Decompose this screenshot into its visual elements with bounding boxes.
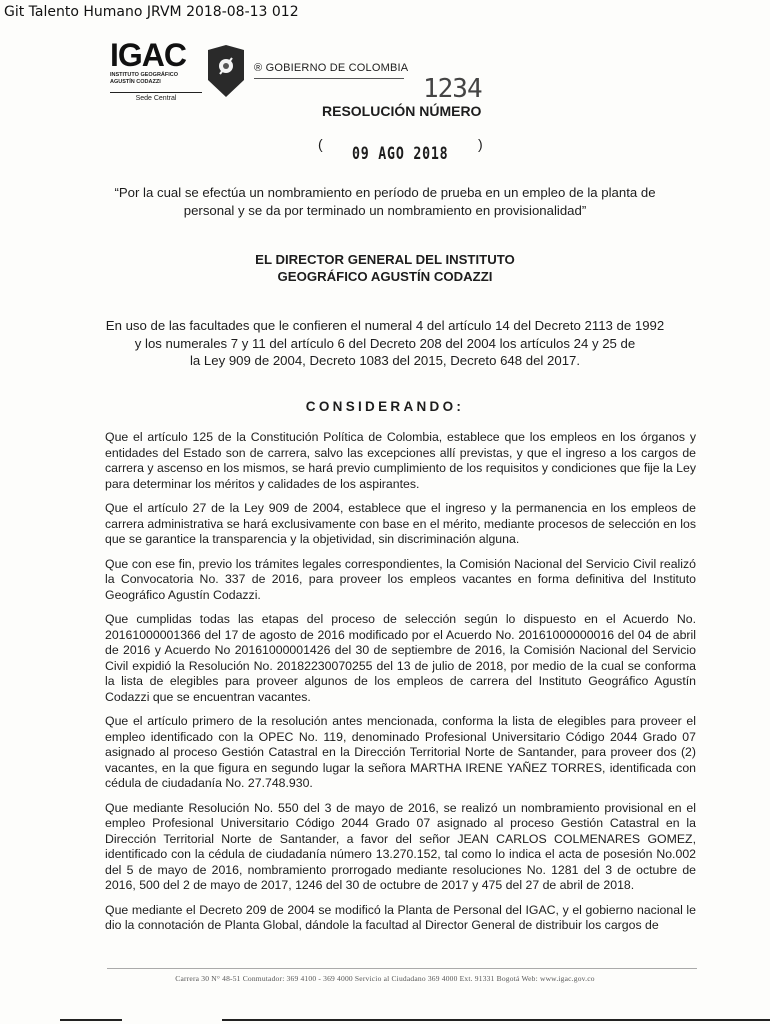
government-symbol-icon: ® [254,62,263,74]
considerations-body [105,430,696,943]
government-name: GOBIERNO DE COLOMBIA [265,62,409,74]
consideration-paragraph: Que el artículo 27 de la Ley 909 de 2004, establece que el ingreso y la permanencia en los empleos de carrera administrativa se hará exclusivamente con base en el mérito, mediante procesos de selección en los que se garantice la transparencia y la objetividad, sin discriminación alguna. [105,501,696,546]
consideration-paragraph: Que el artículo 125 de la Constitución Política de Colombia, establece que los empleos en los órganos y entidades del Estado son de carrera, salvo las excepciones allí previstas, y que el ingreso a los cargos de carrera y ascenso en los mismos, se hará previo cumplimiento de los requisitos y condiciones que fije la Ley para determinar los méritos y calidades de los aspirantes. [105,430,696,491]
government-brand [254,62,408,74]
consideration-paragraph: Que el artículo primero de la resolución antes mencionada, conforma la lista de elegibles para proveer el empleo identificado con la OPEC No. 119, denominado Profesional Universitario Código 2044 Grado 07 asignado al proceso Gestión Catastral en la Dirección Territorial Norte de Santander, para proveer dos (2) vacantes, en la que figura en segundo lugar la señora MARTHA IRENE YAÑEZ TORRES, identificada con cédula de ciudadanía No. 27.748.930. [105,714,696,790]
logo-sede: Sede Central [110,92,202,102]
brand-divider [254,78,404,79]
consideration-paragraph: Que cumplidas todas las etapas del proceso de selección según lo dispuesto en el Acuerdo No. 20161000001366 del 17 de agosto de 2016 modificado por el Acuerdo No. 20161000000016 del 04 de abril de 2016 y Acuerdo No 20161000001426 del 30 de septiembre de 2016, la Comisión Nacional del Servicio Civil expidió la Resolución No. 20182230070255 del 13 de julio de 2018, por medio de la cual se conforma la lista de elegibles para proveer algunos de los empleos de carrera del Instituto Geográfico Agustín Codazzi que se encuentran vacantes. [105,612,696,704]
consideration-paragraph: Que mediante el Decreto 209 de 2004 se modificó la Planta de Personal del IGAC, y el gobierno nacional le dio la connotación de Planta Global, dándole la facultad al Director General de distribuir los cargos de [105,902,696,932]
page-edge-mark [60,1019,122,1021]
resolution-subject [0,184,770,220]
legal-powers [0,317,770,370]
resolution-title: RESOLUCIÓN NÚMERO [322,103,482,119]
issuer-heading [0,251,770,285]
resolution-number: 1234 [423,74,482,104]
date-paren-open: ( [318,136,323,152]
powers-line: y los numerales 7 y 11 del artículo 6 del Decreto 208 del 2004 los artículos 24 y 25 de [134,335,636,351]
issuer-line: EL DIRECTOR GENERAL DEL INSTITUTO [255,252,515,267]
footer-divider [107,968,697,969]
issuer-line: GEOGRÁFICO AGUSTÍN CODAZZI [277,269,493,284]
filing-stamp: Git Talento Humano JRVM 2018-08-13 012 [4,4,299,20]
subject-line: personal y se da por terminado un nombramiento en provisionalidad” [183,203,587,218]
consideration-paragraph: Que mediante Resolución No. 550 del 3 de mayo de 2016, se realizó un nombramiento provisional en el empleo Profesional Universitario Código 2044 Grado 07 asignado al proceso Gestión Catastral en la Dirección Territorial Norte de Santander, a favor del señor JEAN CARLOS COLMENARES GOMEZ, identificado con la cédula de ciudadanía número 13.270.152, tal como lo indica el acta de posesión No.002 del 5 de mayo de 2016, nombramiento prorrogado mediante resoluciones No. 1281 del 3 de octubre de 2016, 500 del 2 de mayo de 2017, 1246 del 30 de octubre de 2017 y 475 del 27 de abril de 2018. [105,800,696,892]
consideration-paragraph: Que con ese fin, previo los trámites legales correspondientes, la Comisión Nacional del Servicio Civil realizó la Convocatoria No. 337 de 2016, para proveer los empleos vacantes en forma definitiva del Instituto Geográfico Agustín Codazzi. [105,556,696,602]
igac-logo [110,37,210,102]
footer-contact: Carrera 30 N° 48-51 Conmutador: 369 4100 - 369 4000 Servicio al Ciudadano 369 4000 Ext. 91331 Bogotá Web: www.igac.gov.co [175,974,595,983]
logo-wordmark: IGAC [110,37,186,73]
resolution-date-stamp: 09 AGO 2018 [352,144,449,164]
considerando-heading: CONSIDERANDO: [305,399,465,414]
powers-line: En uso de las facultades que le confieren el numeral 4 del artículo 14 del Decreto 2113 de 1992 [105,318,665,333]
date-paren-close: ) [478,136,483,152]
logo-subtitle-line: INSTITUTO GEOGRÁFICO [110,72,179,78]
subject-line: “Por la cual se efectúa un nombramiento en período de prueba en un empleo de la planta de [114,185,656,200]
logo-subtitle [110,72,210,85]
powers-line: la Ley 909 de 2004, Decreto 1083 del 2015, Decreto 648 del 2017. [189,353,581,368]
page-edge-mark [222,1019,770,1021]
logo-subtitle-line: AGUSTÍN CODAZZI [110,78,161,85]
colombia-shield-icon [206,44,246,98]
